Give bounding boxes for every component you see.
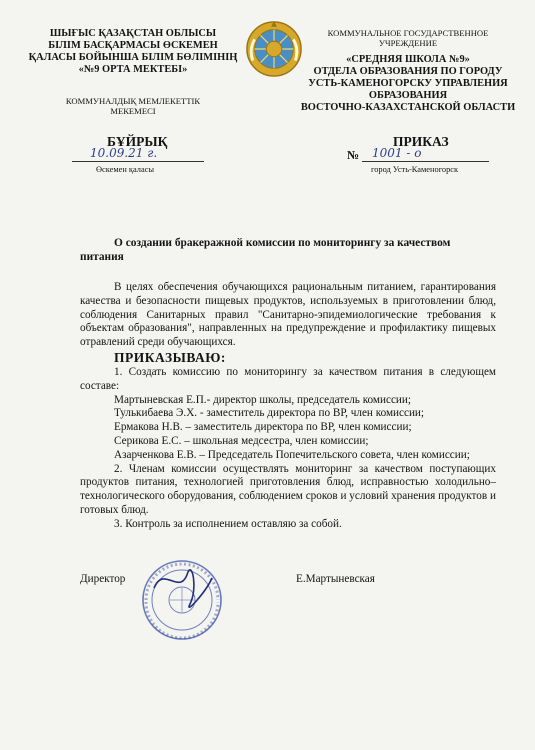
order-date-handwritten: 10.09.21 г. <box>90 146 158 160</box>
signature-name: Е.Мартыневская <box>296 573 375 585</box>
header-kz-institution-line: МЕКЕМЕСІ <box>110 106 156 116</box>
order-date-line <box>72 161 204 162</box>
member-line: Мартыневская Е.П.- директор школы, председатель комиссии; <box>114 393 412 406</box>
header-ru-line: ОТДЕЛА ОБРАЗОВАНИЯ ПО ГОРОДУ <box>313 66 503 77</box>
header-kz-line: «№9 ОРТА МЕКТЕБІ» <box>78 64 188 75</box>
signature-role: Директор <box>80 573 126 585</box>
header-ru <box>292 28 524 114</box>
order-body <box>80 281 496 532</box>
header-kz-institution <box>48 96 218 116</box>
order-number-line <box>362 161 489 162</box>
member-line: Серикова Е.С. – школьная медсестра, член комиссии; <box>114 434 369 447</box>
order-city-kz: Өскемен қаласы <box>96 165 155 174</box>
intro-paragraph: В целях обеспечения обучающихся рациональным питанием, гарантирования качества и безопасности пищевых продуктов, используемых в приготовлении блюд, соблюдения Санитарных правил "Санитарно-эпидемиологические требования к объектам образования", направленных на предупреждение и профилактику пищевых отравлений среди обучающихся. <box>80 281 496 349</box>
order-number-sign: № <box>347 148 360 162</box>
header-ru-top-line: КОММУНАЛЬНОЕ ГОСУДАРСТВЕННОЕ <box>327 28 489 38</box>
member-line: Ермакова Н.В. – заместитель директора по ВР, член комиссии; <box>114 421 412 434</box>
header-kz <box>18 28 248 76</box>
order-title-kz: БҰЙРЫҚ <box>107 134 168 149</box>
order-number-handwritten: 1001 - о <box>372 146 422 160</box>
header-ru-top-line: УЧРЕЖДЕНИЕ <box>378 38 438 48</box>
header-kz-line: БІЛІМ БАСҚАРМАСЫ ӨСКЕМЕН <box>48 40 218 51</box>
member-line: Тулькибаева Э.Х. - заместитель директора по ВР, член комиссии; <box>114 407 425 420</box>
header-ru-line: ВОСТОЧНО-КАЗАХСТАНСКОЙ ОБЛАСТИ <box>300 102 516 113</box>
order-title-ru: ПРИКАЗ <box>393 134 449 149</box>
header-ru-line: «СРЕДНЯЯ ШКОЛА №9» <box>346 54 470 65</box>
item-3: 3. Контроль за исполнением оставляю за собой. <box>114 517 342 530</box>
item-2: 2. Членам комиссии осуществлять мониторинг за качеством поступающих продуктов питания, технологией приготовления блюд, исправностью холодильно–технологического оборудования, соблюдением сроков и условий хранения продуктов и готовых блюд. <box>80 462 496 516</box>
header-kz-institution-line: КОММУНАЛДЫҚ МЕМЛЕКЕТТІК <box>65 96 201 106</box>
order-word: ПРИКАЗЫВАЮ: <box>114 349 226 365</box>
official-stamp-icon <box>140 558 224 642</box>
order-subject: О создании бракеражной комиссии по мониторингу за качеством питания <box>80 237 451 263</box>
header-ru-line: УСТЬ-КАМЕНОГОРСКУ УПРАВЛЕНИЯ <box>308 78 508 89</box>
header-ru-line: ОБРАЗОВАНИЯ <box>368 90 448 101</box>
item-1: 1. Создать комиссию по мониторингу за качеством питания в следующем составе: <box>80 365 496 392</box>
header-kz-line: ШЫҒЫС ҚАЗАҚСТАН ОБЛЫСЫ <box>49 28 217 39</box>
header-kz-line: ҚАЛАСЫ БОЙЫНША БІЛІМ БӨЛІМІНІҢ <box>28 52 238 63</box>
order-city-ru: город Усть-Каменогорск <box>371 165 459 174</box>
member-line: Азарченкова Е.В. – Председатель Попечительского совета, член комиссии; <box>114 448 470 461</box>
